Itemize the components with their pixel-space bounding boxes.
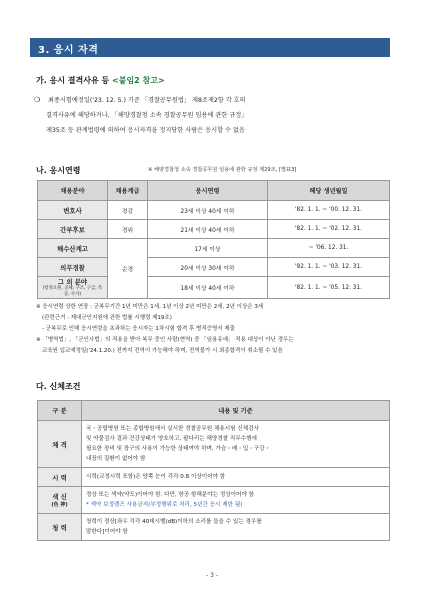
header-birth: 해당 생년월일 bbox=[268, 181, 390, 201]
table-row bbox=[38, 421, 390, 468]
note-line: (관련근거 : 제대군인지원에 관한 법률 시행령 제19조) bbox=[42, 315, 172, 321]
attachment-reference: <붙임2 참고> bbox=[112, 76, 165, 85]
age-cell: 18세 이상 40세 이하 bbox=[148, 277, 268, 299]
field-cell: 변호사 bbox=[38, 201, 108, 220]
heading-text: 가. 응시 결격사유 등 bbox=[36, 76, 110, 85]
paragraph-line-2: 결격사유에 해당하거나, 「해양경찰청 소속 경찰공무원 임용에 관한 규정」 bbox=[46, 112, 248, 119]
heading-age: 나. 응시연령 bbox=[36, 166, 81, 175]
physical-table bbox=[37, 400, 390, 541]
field-name: 그 외 분야 bbox=[57, 278, 88, 286]
age-cell: 21세 이상 40세 이하 bbox=[148, 220, 268, 239]
age-cell: 20세 이상 30세 이하 bbox=[148, 258, 268, 277]
rank-cell-merged: 순경 bbox=[108, 239, 148, 299]
paragraph-line-3: 제35조 등 관계법령에 의하여 응시자격을 정지당한 사람은 응시할 수 없음 bbox=[46, 127, 245, 134]
table-row bbox=[38, 239, 390, 258]
table-row bbox=[38, 201, 390, 220]
age-table bbox=[37, 180, 390, 299]
category-cell: 청 력 bbox=[38, 514, 82, 541]
table-row bbox=[38, 258, 390, 277]
header-field: 채용분야 bbox=[38, 181, 108, 201]
age-cell: 23세 이상 40세 이하 bbox=[148, 201, 268, 220]
table-row bbox=[38, 220, 390, 239]
note-line: - 군복무로 인해 응시연령을 초과하는 응시자는 1차시험 합격 후 병적증명서 제출 bbox=[42, 326, 235, 332]
table-header-row bbox=[38, 401, 390, 421]
birth-cell: '82. 1. 1. ~ '00. 12. 31. bbox=[268, 201, 390, 220]
header-rank: 채용계급 bbox=[108, 181, 148, 201]
age-notes bbox=[36, 302, 394, 357]
birth-cell: '92. 1. 1. ~ '03. 12. 31. bbox=[268, 258, 390, 277]
birth-cell: '82. 1. 1. ~ '02. 12. 31. bbox=[268, 220, 390, 239]
lens-warning: * 색약 보정렌즈 사용금지(부정행위로 처리, 5년간 응시 제한 됨) bbox=[86, 502, 243, 508]
table-header-row bbox=[38, 181, 390, 201]
page-number: - 3 - bbox=[206, 572, 218, 579]
rank-cell: 경위 bbox=[108, 220, 148, 239]
note-line: ※ 응시연령 상한 연장 : 군복무기간 1년 미만은 1세, 1년 이상 2년 미만은 2세, 2년 이상은 3세 bbox=[36, 304, 264, 310]
table-row bbox=[38, 468, 390, 487]
table-row bbox=[38, 277, 390, 299]
rank-cell: 경감 bbox=[108, 201, 148, 220]
header-category: 구 분 bbox=[38, 401, 82, 421]
criteria-cell: 시력(교정시력 포함)은 양쪽 눈이 각각 0.8 이상이어야 함 bbox=[82, 468, 390, 487]
field-cell: 의무경찰 bbox=[38, 258, 108, 277]
category-name: 색 신 bbox=[52, 493, 67, 501]
table-row bbox=[38, 487, 390, 514]
criteria-cell: 정상 또는 색약(약도)이어야 함. 다만, 항공·항해분야는 정상이어야 함 * 색약 보정렌즈 사용금지(부정행위로 처리, 5년간 응시 제한 됨) bbox=[82, 487, 390, 514]
heading-physical: 다. 신체조건 bbox=[36, 382, 81, 391]
category-cell bbox=[38, 487, 82, 514]
heading-disqualification bbox=[36, 75, 165, 86]
header-age: 응시연령 bbox=[148, 181, 268, 201]
birth-cell: '82. 1. 1. ~ '05. 12. 31. bbox=[268, 277, 390, 299]
field-cell bbox=[38, 277, 108, 299]
category-hanja: (色 神) bbox=[51, 502, 68, 508]
criteria-cell: 국・공립병원 또는 종합병원에서 실시한 경찰공무원 채용시험 신체검사 및 약물검사 결과 건강상태가 양호하고, 팔다리는 해양경찰 직무수행에 필요한 장비 및 장구의 사용이 가능한 상태여야 하며, 가슴・배・입・구강・ 내장의 질환이 없어야 함 bbox=[82, 421, 390, 468]
birth-cell: ~ '06. 12. 31. bbox=[268, 239, 390, 258]
category-cell: 체 격 bbox=[38, 421, 82, 468]
age-legal-basis: ※ 해양경찰청 소속 경찰공무원 임용에 관한 규정 제29조, [별표3] bbox=[148, 167, 297, 173]
disqualification-paragraph bbox=[34, 93, 394, 138]
section-title: 3. 응시 자격 bbox=[30, 38, 390, 57]
table-row bbox=[38, 514, 390, 541]
criteria-cell: 청력이 정상[좌우 각각 40데시벨(dB)이하의 소리를 들을 수 있는 경우를 말한다]이어야 함 bbox=[82, 514, 390, 541]
bullet-icon: ❍ bbox=[34, 96, 41, 104]
header-criteria: 내용 및 기준 bbox=[82, 401, 390, 421]
note-line: ※ 「병역법」, 「군인사법」의 적용을 받아 복무 중인 사람(현역) 중 「임용유예」 적용 대상이 아닌 경우는 bbox=[36, 337, 294, 343]
field-cell: 해수산계고 bbox=[38, 239, 108, 258]
category-cell: 시 력 bbox=[38, 468, 82, 487]
field-subtitle: (항정요원, 공채, 구조, 구급, 특공, 수사) bbox=[42, 286, 103, 297]
paragraph-line-1: ❍ 최종시험예정일('23. 12. 5.) 기준 「경찰공무원법」 제8조제2항 각 호의 bbox=[34, 93, 394, 108]
note-line: 교육원 입교예정일('24.1.20.) 전까지 전역이 가능해야 하며, 전역불가 시 최종합격이 취소될 수 있음 bbox=[42, 348, 283, 354]
field-cell: 간부후보 bbox=[38, 220, 108, 239]
age-cell: 17세 이상 bbox=[148, 239, 268, 258]
